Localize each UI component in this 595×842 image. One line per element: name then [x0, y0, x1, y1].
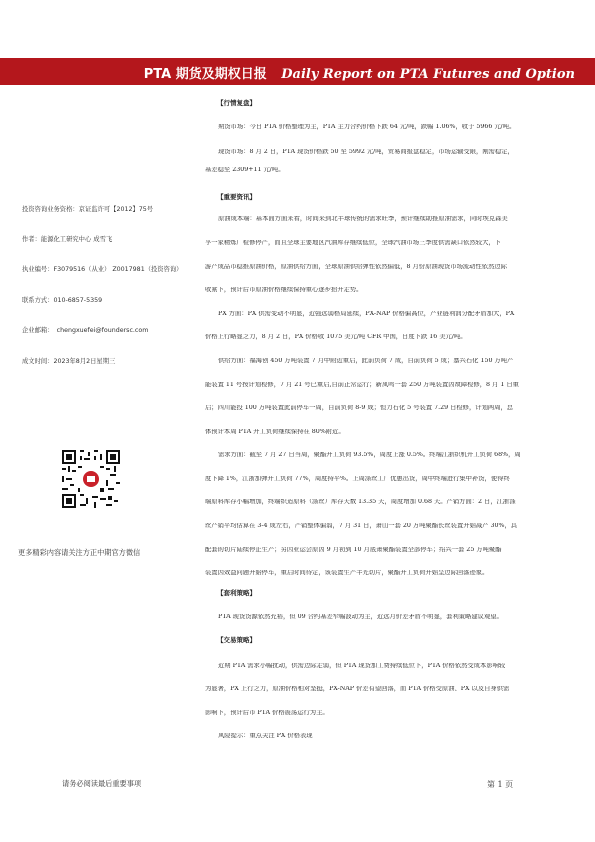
cert-info: 执业编号：F3079516（从业） Z0017981（投资咨询）: [22, 266, 183, 273]
paragraph-line: PX 方面：PX 供需变动不明显，近强远弱格局延续，PX-NAP 价格偏高位，产业链利润分配矛盾加大，PX: [218, 311, 515, 317]
paragraph-line: 启；四川能投 100 万吨装置此前停车一周，目前负荷 8-9 成；恒力石化 5 号装置 7.29 日检修，计划两周，总: [205, 405, 514, 411]
report-title-en: Daily Report on PTA Futures and Option: [281, 67, 575, 82]
paragraph-line: 近期 PTA 需求小幅扰动，供需边际走弱，但 PTA 现货加工费持续低位下，PTA 价格依然受成本影响较: [218, 663, 506, 669]
paragraph-line: 期货市场：今日 PTA 价格整理为主，PTA 主力合约价格下跌 64 元/吨，跌幅 1.06%，收于 5966 元/吨。: [218, 124, 516, 130]
paragraph-line: 需求方面：截至 7 月 27 日当周，聚酯开工负荷 93.5%，周度上涨 0.5%。终端江浙织机开工负荷 68%，周: [218, 452, 521, 458]
header-banner: [0, 58, 595, 85]
paragraph-line: 配套的切片陆续停止生产；另因亚运会原因 9 月初到 10 月底萧聚酯装置全部停车；绍兴一套 25 万吨聚酯: [205, 547, 502, 553]
risk-warning: 风险提示：重点关注 PX 价格表现: [218, 733, 313, 739]
heading-strategy: 【交易策略】: [217, 636, 256, 644]
wechat-qr-code: [62, 450, 120, 508]
email-info: 企业邮箱： chengxuefei@foundersc.com: [22, 327, 149, 334]
paragraph-line: 度下降 1%，江浙加弹开工负荷 77%，周度持平%。上周涤丝工厂优惠出货，周中终端进行集中补货，使得终: [205, 476, 510, 482]
footer-disclaimer: 请务必阅读最后重要事项: [62, 779, 142, 788]
date-info: 成文时间：2023年8月2日星期三: [22, 358, 116, 365]
paragraph-line: 为显著，PX 上行乏力，原油价格相对坚挺，PX-NAP 价差有望回落，而 PTA 价格受原油、PX 以及自身供需: [205, 686, 510, 692]
heading-arbitrage: 【套利策略】: [217, 589, 256, 597]
paragraph-line: 游产成品市稳推原油价格，原油供给方面，全球原油供给弹性依然偏低，8 月份原油现货市场流动性依然边际: [205, 264, 507, 270]
page-number: 第 1 页: [487, 780, 514, 789]
paragraph-line: 装置因效益问题开始停车，重启时间待定，该装置生产半光切片，聚酯开工负荷开始呈边际回落迹象。: [205, 570, 489, 576]
paragraph-line: 影响下，预计后市 PTA 价格震荡运行为主。: [205, 710, 329, 716]
paragraph-line: 端原料库存小幅增加，终端织造原料（涤丝）库存天数 13.35 天，周度增加 0.68 天。产销方面：2 日，江浙涤: [205, 499, 516, 505]
report-title-cn: PTA 期货及期权日报: [143, 67, 267, 82]
paragraph-line: 收紧下，预计后市原油价格继续保持重心逐步抬升走势。: [205, 287, 363, 293]
heading-market-review: 【行情复盘】: [217, 99, 256, 107]
paragraph-line: 基差稳至 2309+11 元/吨。: [205, 167, 285, 173]
paragraph-line: 供给方面：福海创 450 万吨装置 7 月中附近重启，此前负荷 7 成，目前负荷 5 成；嘉兴石化 150 万吨产: [218, 358, 514, 364]
paragraph-line: 体预计本周 PTA 开工负荷继续保持在 80%附近。: [205, 429, 345, 435]
paragraph-line: 能装置 11 号按计划检修，7 月 21 号已重启,目前正常运行；新凤鸣一套 250 万吨装置因故障检修，8 月 1 日重: [205, 382, 519, 388]
qr-caption: 更多精彩内容请关注方正中期官方微信: [18, 548, 141, 557]
license-info: 投资咨询业务资格：京证监许可【2012】75号: [22, 206, 154, 213]
paragraph-line: PTA 现货货源依然充裕，但 09 合约基差窄幅波动为主，近远月价差矛盾不明显，套利策略建议观望。: [218, 614, 503, 620]
phone-info: 联系方式：010-6857-5359: [22, 297, 103, 304]
paragraph-line: 丝产销平均估算在 3-4 成左右，产销整体偏弱，7 月 31 日，萧山一套 20 万吨聚酯长丝装置开始减产 30%，其: [205, 523, 518, 529]
paragraph-line: 孚一家精炼厂检修停产，而且全球主要地区汽油库存继续低位，全球汽油市场三季度供需缺口依然较大，下: [205, 240, 501, 246]
heading-important-info: 【重要资讯】: [217, 193, 256, 201]
author-info: 作者：能源化工研究中心 成雪飞: [22, 236, 113, 243]
paragraph-line: 价格上行略显乏力，8 月 2 日，PX 价格收 1075 美元/吨 CFR 中国，日度下跌 16 美元/吨。: [205, 334, 467, 340]
paragraph-line: 原油成本端：基本面方面来看，时间来到北半球传统的需求旺季，预计继续助推原油需求，同时埃克森美: [218, 216, 508, 222]
report-title: [144, 63, 575, 82]
paragraph-line: 现货市场：8 月 2 日，PTA 现货价格跌 50 至 5992 元/吨，贸易商报盘稳定，市场运输受限，刚需稳定，: [218, 149, 514, 155]
